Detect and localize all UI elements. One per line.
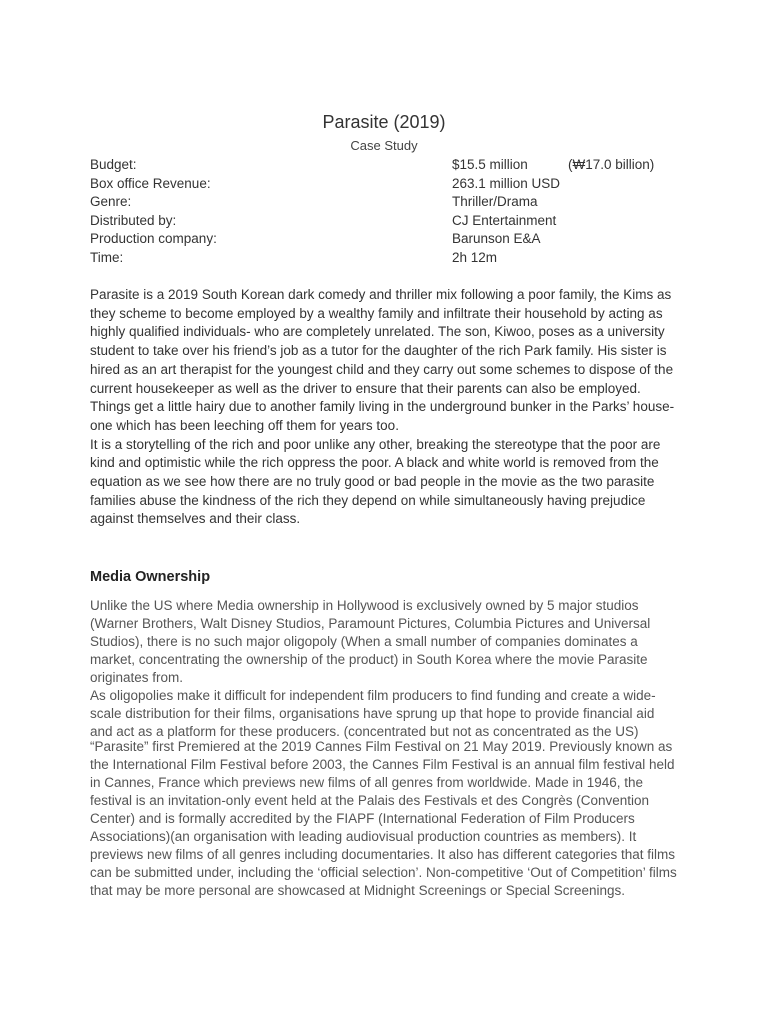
fact-row-box-office bbox=[90, 175, 690, 194]
fact-row-production bbox=[90, 230, 690, 249]
fact-label: Budget: bbox=[90, 157, 137, 172]
page-subtitle: Case Study bbox=[350, 138, 418, 153]
fact-value: CJ Entertainment bbox=[452, 212, 557, 228]
fact-extra: (₩17.0 billion) bbox=[568, 157, 655, 172]
fact-value: 2h 12m bbox=[452, 249, 498, 265]
facts-table bbox=[90, 156, 690, 268]
fact-row-budget bbox=[90, 156, 690, 175]
fact-label: Production company: bbox=[90, 231, 217, 247]
intro-paragraph: Parasite is a 2019 South Korean dark comedy and thriller mix following a poor family, the Kims as they scheme to become employed by a wealthy family and infiltrate their household by acting as highly qualified individuals- who are completely unrelated. The son, Kiwoo, poses as a university student to take over his friend’s job as a tutor for the daughter of the rich Park family. His sister is hired as an art therapist for the youngest child and they carry out some schemes to dispose of the current housekeeper as well as the driver to ensure that their parents can also be employed. Things get a little hairy due to another family living in the underground bunker in the Parks’ house- one which has been leeching off them for years too. bbox=[90, 287, 675, 433]
media-ownership-section bbox=[90, 597, 680, 741]
body-paragraph: As oligopolies make it difficult for independent film producers to find funding and create a wide-scale distribution for their films, organisations have sprung up that hope to provide financial aid and act as a platform for these producers. (concentrated but not as concentrated as the US) bbox=[90, 688, 656, 739]
fact-label: Genre: bbox=[90, 194, 132, 210]
fact-value: 263.1 million USD bbox=[452, 175, 561, 191]
intro-section bbox=[90, 286, 680, 529]
intro-paragraph: It is a storytelling of the rich and poor unlike any other, breaking the stereotype that the poor are kind and optimistic while the rich oppress the poor. A black and white world is removed from the equation as we see how there are no truly good or bad people in the movie as the two parasite families abuse the kindness of the rich they depend on while simultaneously having prejudice against themselves and their class. bbox=[90, 436, 661, 527]
body-paragraph: Unlike the US where Media ownership in Hollywood is exclusively owned by 5 major studios (Warner Brothers, Walt Disney Studios, Paramount Pictures, Columbia Pictures and Universal Studios), there is no such major oligopoly (When a small number of companies dominates a market, concentrating the ownership of the product) in South Korea where the movie Parasite originates from. bbox=[90, 598, 651, 685]
fact-row-genre bbox=[90, 193, 690, 212]
fact-value: $15.5 million bbox=[452, 157, 528, 172]
body-paragraph: “Parasite” first Premiered at the 2019 Cannes Film Festival on 21 May 2019. Previously known as the International Film Festival before 2003, the Cannes Film Festival is an annual film festival held in Cannes, France which previews new films of all genres from worldwide. Made in 1946, the festival is an invitation-only event held at the Palais des Festivals et des Congrès (Convention Center) and is formally accredited by the FIAPF (International Federation of Film Producers Associations)(an organisation with leading audiovisual production countries as members). It previews new films of all genres including documentaries. It also has different categories that films can be submitted under, including the ‘official selection’. Non-competitive ‘Out of Competition’ films that may be more personal are showcased at Midnight Screenings or Special Screenings. bbox=[90, 739, 677, 898]
fact-label: Box office Revenue: bbox=[90, 175, 211, 191]
fact-value: Thriller/Drama bbox=[452, 194, 538, 210]
page-title: Parasite (2019) bbox=[322, 112, 446, 132]
fact-label: Time: bbox=[90, 249, 124, 265]
fact-row-time bbox=[90, 249, 690, 268]
festival-section bbox=[90, 738, 680, 900]
fact-label: Distributed by: bbox=[90, 212, 177, 228]
section-heading: Media Ownership bbox=[90, 569, 211, 585]
fact-row-distributor bbox=[90, 212, 690, 231]
fact-value: Barunson E&A bbox=[452, 231, 541, 247]
